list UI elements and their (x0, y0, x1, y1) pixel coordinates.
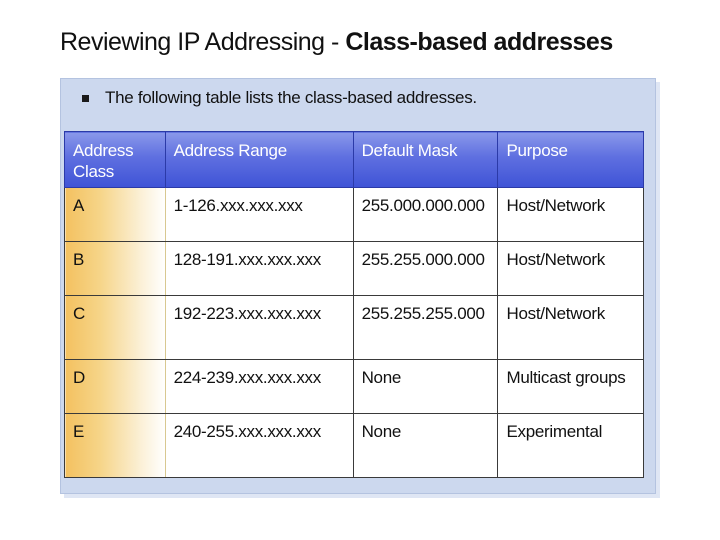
header-default-mask: Default Mask (353, 132, 498, 188)
slide-title (60, 28, 613, 57)
purpose-cell: Host/Network (498, 188, 644, 242)
purpose-cell: Experimental (498, 414, 644, 478)
square-bullet-icon (82, 95, 89, 102)
class-cell: D (65, 360, 166, 414)
range-cell: 224-239.xxx.xxx.xxx (165, 360, 353, 414)
header-address-range: Address Range (165, 132, 353, 188)
header-address-class: Address Class (65, 132, 166, 188)
table-row (65, 296, 644, 360)
intro-bullet (70, 88, 477, 108)
slide-title-prefix: Reviewing IP Addressing - (60, 28, 346, 56)
purpose-cell: Multicast groups (498, 360, 644, 414)
mask-cell: None (353, 360, 498, 414)
table-header-row (65, 132, 644, 188)
purpose-cell: Host/Network (498, 242, 644, 296)
address-class-table (64, 131, 644, 478)
range-cell: 240-255.xxx.xxx.xxx (165, 414, 353, 478)
header-purpose: Purpose (498, 132, 644, 188)
purpose-cell: Host/Network (498, 296, 644, 360)
class-cell: B (65, 242, 166, 296)
table-row (65, 414, 644, 478)
class-cell: C (65, 296, 166, 360)
mask-cell: 255.000.000.000 (353, 188, 498, 242)
table-row (65, 360, 644, 414)
intro-text: The following table lists the class-based addresses. (105, 88, 477, 107)
class-cell: E (65, 414, 166, 478)
range-cell: 192-223.xxx.xxx.xxx (165, 296, 353, 360)
mask-cell: 255.255.000.000 (353, 242, 498, 296)
range-cell: 1-126.xxx.xxx.xxx (165, 188, 353, 242)
table-row (65, 188, 644, 242)
range-cell: 128-191.xxx.xxx.xxx (165, 242, 353, 296)
mask-cell: 255.255.255.000 (353, 296, 498, 360)
mask-cell: None (353, 414, 498, 478)
slide-title-emphasis: Class-based addresses (345, 28, 613, 56)
table-row (65, 242, 644, 296)
class-cell: A (65, 188, 166, 242)
